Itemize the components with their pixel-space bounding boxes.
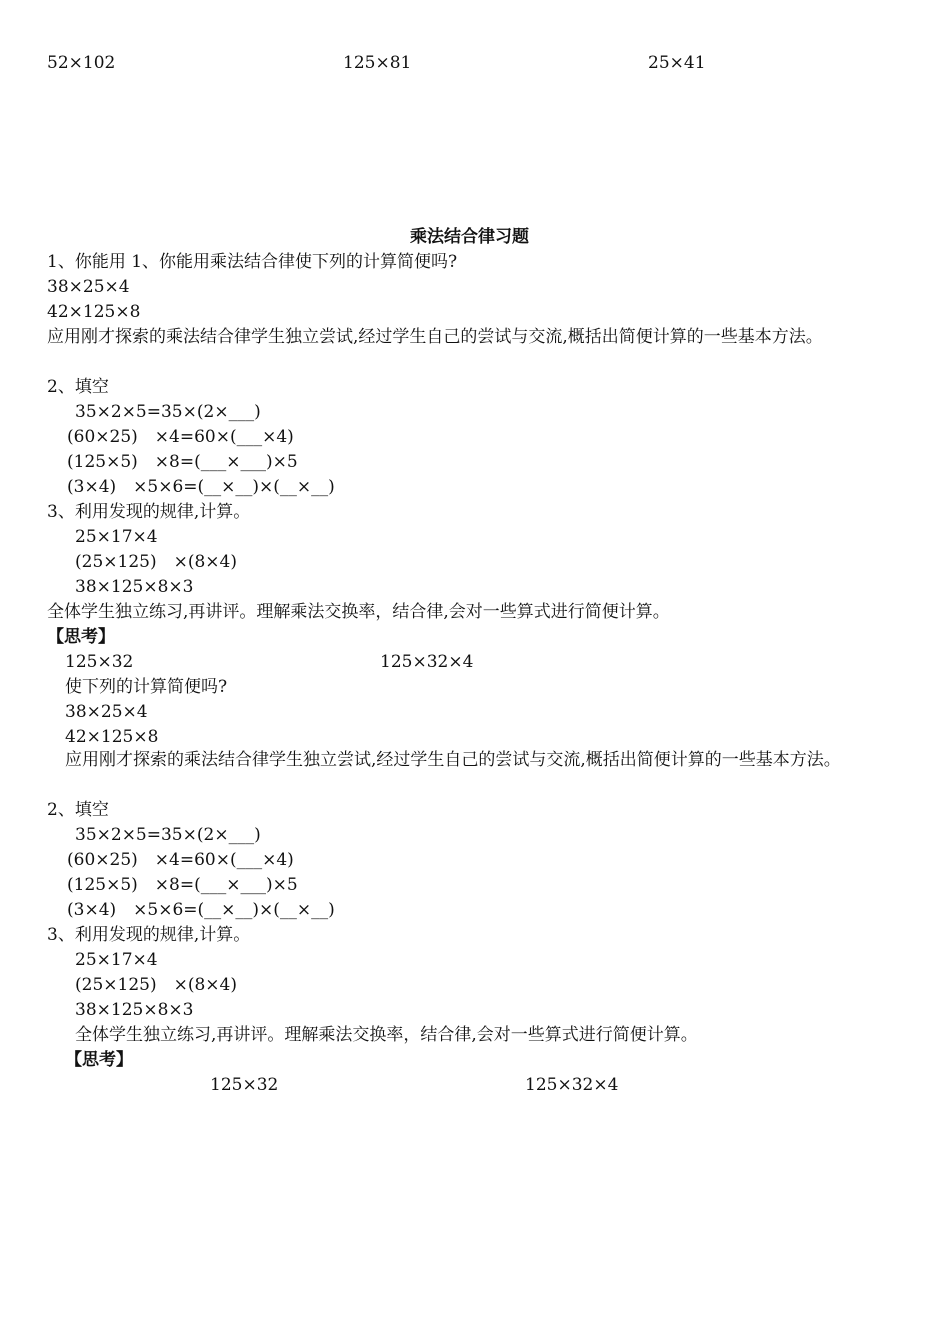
think-heading: 【思考】 [65, 1050, 133, 1070]
question-1: 1、你能用 1、你能用乘法结合律使下列的计算简便吗? [47, 252, 458, 272]
expression: 42×125×8 [65, 727, 159, 747]
calc-expression: (25×125) ×(8×4) [75, 975, 237, 995]
think-heading: 【思考】 [47, 627, 115, 647]
expression: 38×25×4 [47, 277, 130, 297]
fill-blank: (60×25) ×4=60×(___×4) [67, 427, 294, 447]
paragraph: 全体学生独立练习,再讲评。理解乘法交换率，结合律,会对一些算式进行简便计算。 [47, 602, 670, 622]
expression: 38×25×4 [65, 702, 148, 722]
think-expression: 125×32×4 [525, 1075, 619, 1095]
fill-blank: (125×5) ×8=(___×___)×5 [67, 875, 298, 895]
think-expression: 125×32 [65, 652, 134, 672]
fill-blank: (125×5) ×8=(___×___)×5 [67, 452, 298, 472]
question-3: 3、利用发现的规律,计算。 [47, 502, 251, 522]
paragraph: 全体学生独立练习,再讲评。理解乘法交换率，结合律,会对一些算式进行简便计算。 [75, 1025, 698, 1045]
question-2: 2、填空 [47, 377, 109, 397]
question-1: 使下列的计算简便吗? [65, 677, 228, 697]
top-expr-2: 125×81 [343, 53, 412, 73]
top-expr-3: 25×41 [648, 53, 706, 73]
fill-blank: 35×2×5=35×(2×___) [75, 825, 261, 845]
fill-blank: (3×4) ×5×6=(__×__)×(__×__) [67, 900, 335, 920]
expression: 42×125×8 [47, 302, 141, 322]
fill-blank: (60×25) ×4=60×(___×4) [67, 850, 294, 870]
calc-expression: 25×17×4 [75, 950, 158, 970]
question-3: 3、利用发现的规律,计算。 [47, 925, 251, 945]
calc-expression: 38×125×8×3 [75, 1000, 194, 1020]
calc-expression: (25×125) ×(8×4) [75, 552, 237, 572]
fill-blank: (3×4) ×5×6=(__×__)×(__×__) [67, 477, 335, 497]
paragraph: 应用刚才探索的乘法结合律学生独立尝试,经过学生自己的尝试与交流,概括出简便计算的一些基本方法。 [47, 327, 823, 347]
fill-blank: 35×2×5=35×(2×___) [75, 402, 261, 422]
calc-expression: 38×125×8×3 [75, 577, 194, 597]
paragraph: 应用刚才探索的乘法结合律学生独立尝试,经过学生自己的尝试与交流,概括出简便计算的一些基本方法。 [65, 750, 841, 770]
think-expression: 125×32×4 [380, 652, 474, 672]
think-expression: 125×32 [210, 1075, 279, 1095]
calc-expression: 25×17×4 [75, 527, 158, 547]
question-2: 2、填空 [47, 800, 109, 820]
top-expr-1: 52×102 [47, 53, 116, 73]
page-title: 乘法结合律习题 [410, 227, 529, 247]
